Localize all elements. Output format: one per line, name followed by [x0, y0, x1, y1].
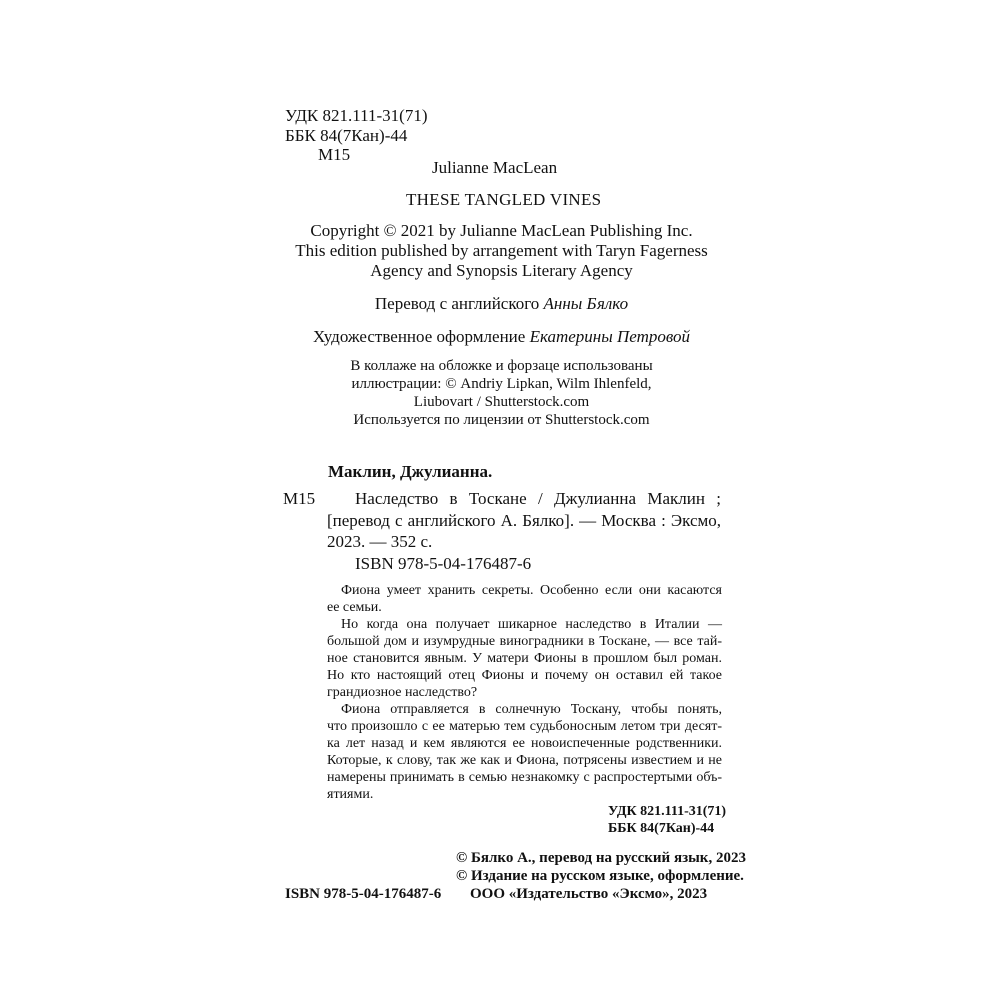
- copyright-translation: © Бялко А., перевод на русский язык, 2023: [456, 850, 746, 866]
- copyright-line-2: This edition published by arrangement with Taryn Fagerness: [295, 241, 708, 260]
- translation-prefix: Перевод с английского: [374, 294, 540, 313]
- collage-line-2: иллюстрации: © Andriy Lipkan, Wilm Ihlenfeld,: [351, 376, 652, 392]
- header-bbk: ББК 84(7Кан)-44: [285, 126, 408, 145]
- annotation-line-11: Которые, к слову, так же как и Фиона, потрясены известием и не: [327, 753, 722, 768]
- copyright-line-1: Copyright © 2021 by Julianne MacLean Publishing Inc.: [310, 221, 693, 240]
- annotation-line-12: намерены принимать в семью незнакомку с распростертыми объ-: [327, 770, 722, 785]
- footer-publisher: ООО «Издательство «Эксмо», 2023: [470, 886, 708, 902]
- collage-line-3: Liubovart / Shutterstock.com: [413, 394, 590, 410]
- design-prefix: Художественное оформление: [312, 327, 526, 346]
- footer-isbn: ISBN 978-5-04-176487-6: [285, 886, 442, 902]
- annotation-line-4: большой дом и изумрудные виноградники в Тоскане, — все тай-: [327, 634, 722, 649]
- annotation-line-6: Но кто настоящий отец Фионы и почему он оставил ей такое: [327, 668, 722, 683]
- annotation-line-10: ка лет назад и кем являются ее новоиспеченные родственники.: [327, 736, 722, 751]
- translation-credit: [264, 295, 739, 312]
- original-title: THESE TANGLED VINES: [406, 190, 602, 209]
- annotation-line-8: Фиона отправляется в солнечную Тоскану, чтобы понять,: [341, 702, 722, 717]
- catalog-isbn: ISBN 978-5-04-176487-6: [355, 554, 532, 573]
- catalog-code: М15: [283, 489, 316, 508]
- original-author: Julianne MacLean: [432, 158, 558, 177]
- classification-bbk: ББК 84(7Кан)-44: [608, 821, 715, 836]
- designer-name: Екатерины Петровой: [529, 327, 691, 346]
- collage-line-1: В коллаже на обложке и форзаце использованы: [350, 358, 653, 374]
- annotation-line-2: ее семьи.: [327, 600, 382, 615]
- catalog-author-heading: Маклин, Джулианна.: [328, 462, 493, 481]
- annotation-line-7: грандиозное наследство?: [327, 685, 478, 700]
- catalog-description-line-3: 2023. — 352 с.: [327, 532, 433, 551]
- annotation-line-13: ятиями.: [327, 787, 374, 802]
- design-credit: [264, 328, 739, 345]
- catalog-description-line-2: [перевод с английского А. Бялко]. — Москва : Эксмо,: [327, 511, 721, 530]
- translator-name: Анны Бялко: [543, 294, 629, 313]
- annotation-line-5: ное становится явным. У матери Фионы в прошлом был роман.: [327, 651, 722, 666]
- annotation-line-3: Но когда она получает шикарное наследство в Италии —: [341, 617, 722, 632]
- copyright-edition: © Издание на русском языке, оформление.: [456, 868, 744, 884]
- collage-line-4: Используется по лицензии от Shutterstock.com: [353, 412, 650, 428]
- annotation-line-1: Фиона умеет хранить секреты. Особенно если они касаются: [341, 583, 722, 598]
- classification-udk: УДК 821.111-31(71): [608, 804, 727, 819]
- header-udk: УДК 821.111-31(71): [285, 106, 428, 125]
- annotation-line-9: что произошло с ее матерью тем судьбоносным летом три десят-: [327, 719, 722, 734]
- copyright-line-3: Agency and Synopsis Literary Agency: [370, 261, 633, 280]
- header-code: М15: [318, 145, 351, 164]
- catalog-description-line-1: Наследство в Тоскане / Джулианна Маклин ;: [355, 489, 721, 508]
